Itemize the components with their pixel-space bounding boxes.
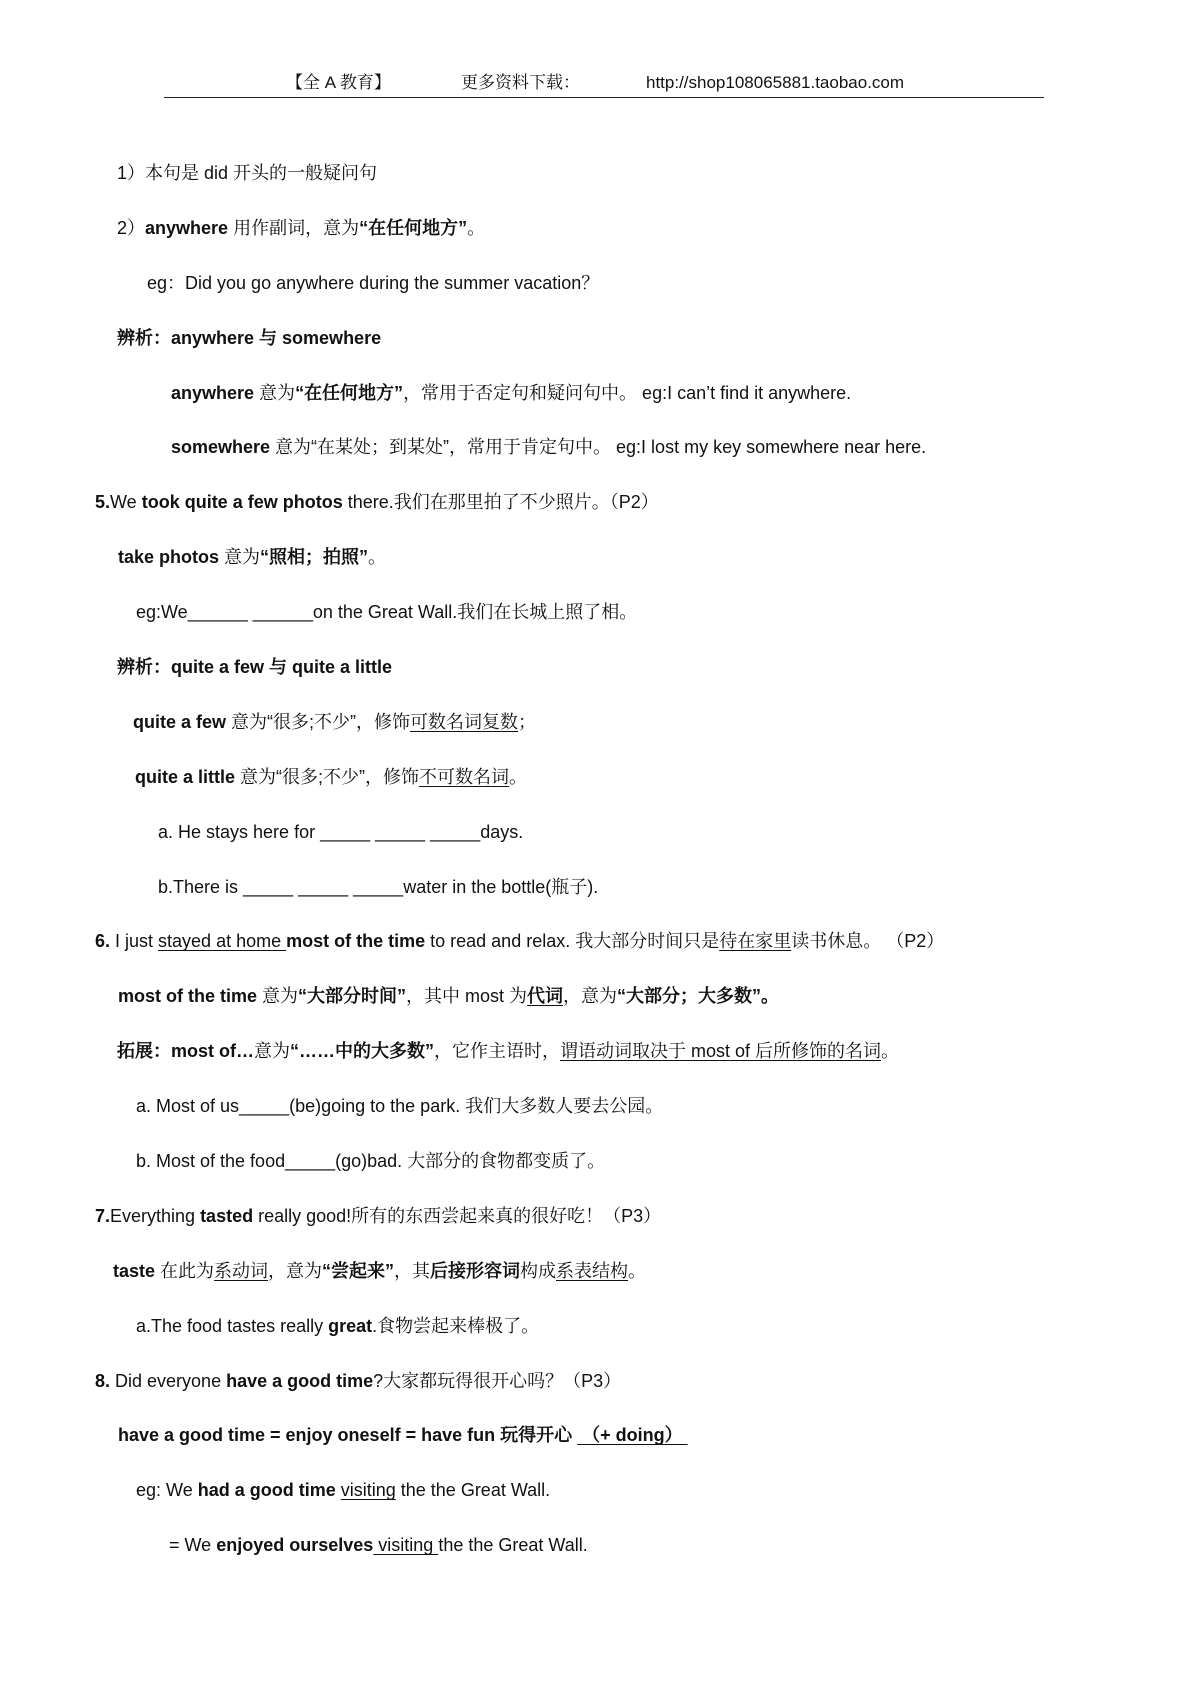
bold-term: most of the time (118, 986, 258, 1007)
line-text: 意为“很多;不少”，修饰 (226, 711, 411, 732)
line-text: 在此为 (155, 1260, 215, 1281)
line-text: ； (518, 711, 537, 732)
compare-heading-anywhere-somewhere (0, 311, 1200, 366)
compare-anywhere (0, 366, 1200, 421)
line-text: eg：Did you go anywhere during the summer vacation？ (147, 272, 600, 293)
line-text: 意为 (254, 1041, 290, 1062)
line-text: ，其 (394, 1260, 431, 1281)
bold-term: somewhere (171, 437, 271, 458)
line-text: the the Great Wall. (438, 1535, 588, 1556)
underlined-term: 可数名词复数 (410, 711, 519, 732)
point-number: 7. (95, 1205, 111, 1226)
exercise-quite-b (0, 860, 1200, 915)
line-text: Did everyone (110, 1370, 227, 1391)
line-text: b.There is _____ _____ _____water in the bottle(瓶子). (158, 876, 599, 897)
line-text: ，常用于否定句和疑问句中。 eg:I can’t find it anywhere. (403, 382, 852, 403)
line-text: a.The food tastes really (136, 1315, 329, 1336)
point-number: 5. (95, 492, 111, 513)
example-enjoyed-ourselves (0, 1518, 1200, 1573)
point-number: 6. (95, 931, 111, 952)
have-a-good-time-equivalents (0, 1408, 1200, 1463)
line-text: We (110, 492, 142, 513)
underlined-term: 系表结构 (556, 1260, 629, 1281)
line-text: 。 (509, 766, 528, 787)
quite-a-little-meaning (0, 750, 1200, 805)
line-text: 。 (368, 547, 387, 568)
line-text: 。 (467, 217, 486, 238)
bold-term: anywhere (145, 217, 229, 238)
line-text: 意为 (219, 547, 261, 568)
bold-term: had a good time (197, 1480, 336, 1501)
note-1-did-question (0, 146, 1200, 201)
line-text: ，它作主语时， (434, 1041, 560, 1062)
bold-term: great (328, 1315, 373, 1336)
bold-term: 辨析：anywhere 与 somewhere (117, 327, 382, 348)
header-url-link[interactable]: http://shop108065881.taobao.com (646, 73, 905, 92)
bold-term: quite a few (133, 711, 227, 732)
taste-meaning (0, 1244, 1200, 1299)
line-text: 用作副词，意为 (228, 217, 360, 238)
line-text: a. He stays here for _____ _____ _____days. (158, 821, 524, 842)
underlined-term: visiting (340, 1480, 396, 1501)
underlined-term: 待在家里 (719, 931, 792, 952)
bold-term: “在任何地方” (359, 217, 468, 238)
bold-term: “大部分；大多数”。 (617, 986, 780, 1007)
bold-underlined-term: 代词 (527, 986, 564, 1007)
most-of-the-time-meaning (0, 969, 1200, 1024)
underlined-term: 谓语动词取决于 most of 后所修饰的名词 (560, 1041, 882, 1062)
bold-term: “大部分时间” (298, 986, 407, 1007)
bold-underlined-term: （+ doing） (577, 1425, 688, 1446)
bold-term: “在任何地方” (295, 382, 404, 403)
bold-term: 辨析：quite a few 与 quite a little (117, 657, 393, 678)
line-text: I just (110, 931, 159, 952)
exercise-quite-a (0, 805, 1200, 860)
bold-term: quite a little (135, 766, 236, 787)
bold-term: took quite a few photos (141, 492, 343, 513)
point-number: 8. (95, 1370, 111, 1391)
note-2-anywhere-usage (0, 201, 1200, 256)
bold-term: taste (113, 1260, 156, 1281)
exercise-take-photos (0, 585, 1200, 640)
underlined-term: 系动词 (214, 1260, 269, 1281)
line-text: 。 (628, 1260, 647, 1281)
bold-term: have a good time (226, 1370, 374, 1391)
bold-term: “尝起来” (322, 1260, 395, 1281)
quite-a-few-meaning (0, 695, 1200, 750)
header-rule (164, 97, 1044, 98)
line-text: eg:We______ ______on the Great Wall.我们在长城上照了相。 (136, 602, 638, 623)
line-text: = We (169, 1535, 217, 1556)
compare-heading-quite (0, 640, 1200, 695)
line-text: eg: We (136, 1480, 198, 1501)
line-text: .食物尝起来棒极了。 (372, 1315, 540, 1336)
example-taste (0, 1299, 1200, 1354)
bold-term: tasted (200, 1205, 254, 1226)
bold-term: anywhere (171, 382, 255, 403)
line-text: 意为“很多;不少”，修饰 (235, 766, 420, 787)
line-text: 意为 (254, 382, 296, 403)
line-text: to read and relax. 我大部分时间只是 (425, 931, 720, 952)
exercise-most-a (0, 1079, 1200, 1134)
line-text: b. Most of the food_____(go)bad. 大部分的食物都变质了。 (136, 1151, 606, 1172)
example-had-a-good-time (0, 1463, 1200, 1518)
point-7-heading (0, 1189, 1200, 1244)
bold-term: 拓展：most of… (117, 1041, 254, 1062)
point-5-heading (0, 475, 1200, 530)
underlined-term: 不可数名词 (419, 766, 510, 787)
bold-term: most of the time (286, 931, 426, 952)
line-text: a. Most of us_____(be)going to the park. 我们大多数人要去公园。 (136, 1096, 664, 1117)
header-brand: 【全 A 教育】 (286, 73, 391, 92)
underlined-term: stayed at home (158, 931, 287, 952)
document-body (0, 146, 1200, 1573)
line-text: 1）本句是 did 开头的一般疑问句 (117, 163, 378, 183)
line-text: 构成 (520, 1260, 557, 1281)
compare-somewhere (0, 420, 1200, 475)
line-text: ，意为 (563, 986, 618, 1007)
line-text: really good!所有的东西尝起来真的很好吃！（P3） (253, 1205, 662, 1226)
line-text: ?大家都玩得很开心吗？（P3） (373, 1370, 622, 1391)
line-text: 意为 (257, 986, 299, 1007)
bold-term: “照相；拍照” (260, 547, 369, 568)
take-photos-meaning (0, 530, 1200, 585)
header-download-label: 更多资料下载： (461, 73, 580, 92)
line-text: the the Great Wall. (395, 1480, 551, 1501)
example-anywhere (0, 256, 1200, 311)
bold-term: “……中的大多数” (290, 1041, 434, 1062)
bold-term: have a good time = enjoy oneself = have fun 玩得开心 (118, 1425, 578, 1446)
line-text: 意为“在某处；到某处”，常用于肯定句中。 eg:I lost my key somewhere near here. (270, 437, 927, 458)
point-6-heading (0, 914, 1200, 969)
exercise-most-b (0, 1134, 1200, 1189)
point-8-heading (0, 1354, 1200, 1409)
underlined-term: visiting (373, 1535, 439, 1556)
line-text: ，其中 most 为 (406, 986, 528, 1007)
bold-term: enjoyed ourselves (216, 1535, 374, 1556)
extension-most-of (0, 1024, 1200, 1079)
bold-term: 后接形容词 (430, 1260, 521, 1281)
line-text: ，意为 (268, 1260, 323, 1281)
line-text: 。 (881, 1041, 900, 1062)
line-text: Everything (110, 1205, 201, 1226)
bold-term: take photos (118, 547, 220, 568)
line-text: 2） (117, 217, 146, 238)
line-text: there.我们在那里拍了不少照片。（P2） (342, 492, 659, 513)
line-text: 读书休息。 （P2） (791, 931, 945, 952)
